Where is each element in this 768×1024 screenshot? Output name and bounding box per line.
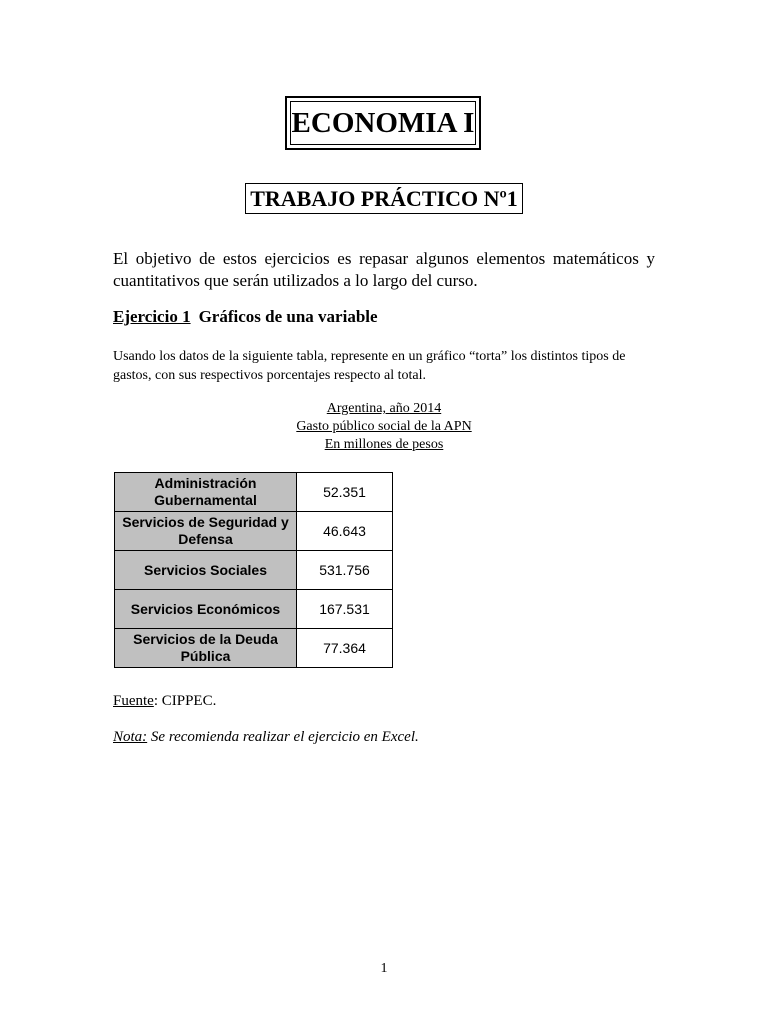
intro-paragraph: El objetivo de estos ejercicios es repasar algunos elementos matemáticos y cuantitativos que serán utilizados a lo largo del curso.: [113, 249, 655, 290]
table-caption-line-3: En millones de pesos: [324, 437, 444, 452]
table-caption-line-2: Gasto público social de la APN: [296, 419, 472, 434]
document-title: ECONOMIA I: [290, 101, 476, 145]
exercise-instruction: Usando los datos de la siguiente tabla, represente en un gráfico “torta” los distintos tipos de gastos, con sus respectivos porcentajes respecto al total.: [113, 349, 626, 383]
source-label: Fuente: [113, 693, 154, 709]
note-text: Se recomienda realizar el ejercicio en Excel.: [147, 729, 419, 745]
row-category: Servicios Sociales: [115, 551, 297, 590]
note-line: [113, 729, 419, 746]
page-number: 1: [380, 961, 388, 976]
table-row: [115, 629, 393, 668]
exercise-title: Gráficos de una variable: [198, 307, 378, 326]
row-value: 52.351: [297, 473, 393, 512]
title-box: [285, 96, 481, 150]
row-category: Servicios de la Deuda Pública: [115, 629, 297, 668]
table-row: [115, 551, 393, 590]
row-category: Administración Gubernamental: [115, 473, 297, 512]
table-row: [115, 473, 393, 512]
row-value: 46.643: [297, 512, 393, 551]
row-value: 531.756: [297, 551, 393, 590]
row-value: 167.531: [297, 590, 393, 629]
table-row: [115, 512, 393, 551]
note-label: Nota:: [113, 729, 148, 745]
source-line: [113, 693, 216, 710]
row-value: 77.364: [297, 629, 393, 668]
source-text: : CIPPEC.: [153, 693, 217, 709]
exercise-heading: [113, 307, 378, 327]
row-category: Servicios de Seguridad y Defensa: [115, 512, 297, 551]
spending-table: [114, 472, 393, 668]
exercise-number: Ejercicio 1: [113, 307, 191, 326]
table-caption-line-1: Argentina, año 2014: [326, 401, 442, 416]
row-category: Servicios Económicos: [115, 590, 297, 629]
document-subtitle: TRABAJO PRÁCTICO Nº1: [245, 183, 523, 214]
table-row: [115, 590, 393, 629]
